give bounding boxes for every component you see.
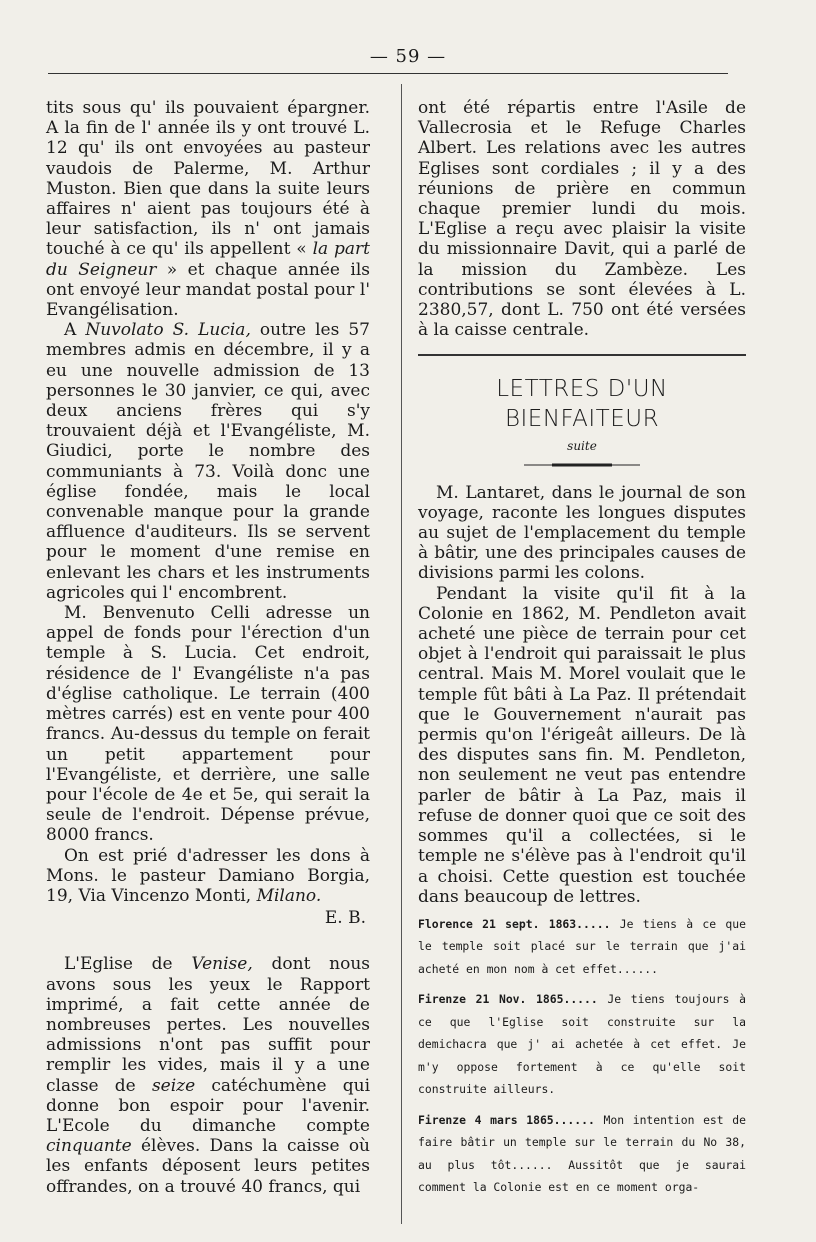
paragraph-left-1: tits sous qu' ils pouvaient épargner. A la fin de l' année ils y ont trouvé L. 12 qu' ils ont envoyées au pasteur vaudois de Palerme, M. Arthur Muston. Bien que dans la suite leurs affaires n' aient pas toujours été à leur satisfaction, ils n' ont jamais touché à ce qu' ils appellent « la part du Seigneur » et chaque année ils ont envoyé leur mandat postal pour l' Evangélisation. xyxy=(46,98,371,321)
letter-excerpt: Firenze 4 mars 1865...... Mon intention est de faire bâtir un temple sur le terrain du No 38, au plus tôt...... Aussitôt que je saurai comment la Colonie est en ce moment orga- xyxy=(418,1112,747,1195)
column-divider xyxy=(401,84,402,1224)
letter-excerpt: Florence 21 sept. 1863..... Je tiens à ce que le temple soit placé sur le terrain que j'ai acheté en mon nom à cet effet...... xyxy=(418,916,746,976)
letters-excerpts xyxy=(418,913,746,1199)
header-rule xyxy=(48,73,728,74)
paragraph-left-5: L'Eglise de Venise, dont nous avons sous les yeux le Rapport imprimé, a fait cette année de nombreuses pertes. Les nouvelles admissions n'ont pas suffit pour remplir les vides, mais il y a une classe de seize catéchumène qui donne bon espoir pour l'avenir. L'Ecole du dimanche compte cinquante élèves. Dans la caisse où les enfants déposent leurs petites offrandes, on a trouvé 40 francs, qui xyxy=(46,954,371,1197)
paragraph-right-3: Pendant la visite qu'il fit à la Colonie en 1862, M. Pendleton avait acheté une pièce de terrain pour cet objet à l'endroit qui paraissait le plus central. Mais M. Morel voulait que le temple fût bâti à La Paz. Il prétendait que le Gouvernement n'aurait pas permis qu'on l'érigeât ailleurs. De là des disputes sans fin. M. Pendleton, non seulement ne veut pas entendre parler de bâtir à La Paz, mais il refuse de donner quoi que ce soit des sommes qu'il a collectées, si le temple ne s'élève pas à l'endroit qu'il a choisi. Cette question est touchée dans beaucoup de lettres. xyxy=(418,583,746,907)
paragraph-right-2: M. Lantaret, dans le journal de son voyage, raconte les longues disputes au sujet de l'emplacement du temple à bâtir, une des principales causes de divisions parmi les colons. xyxy=(418,482,746,584)
right-column xyxy=(418,98,746,1207)
paragraph-right-1: ont été répartis entre l'Asile de Vallecrosia et le Refuge Charles Albert. Les relations avec les autres Eglises sont cordiales ; il y a des réunions de prière en commun chaque premier lundi du mois. L'Eglise a reçu avec plaisir la visite du missionnaire Davit, qui a parlé de la mission du Zambèze. Les contributions se sont élevées à L. 2380,57, dont L. 750 ont été versées à la caisse centrale. xyxy=(418,98,746,341)
paragraph-left-2: A Nuvolato S. Lucia, outre les 57 membres admis en décembre, il y a eu une nouvelle admission de 13 personnes le 30 janvier, ce qui, avec deux anciens frères qui s'y trouvaient déjà et l'Evangéliste, M. Giudici, porte le nombre des communiants à 73. Voilà donc une église fondée, mais le local convenable manque pour la grande affluence d'auditeurs. Ils se servent pour le moment d'une remise en enlevant les chars et les instruments agricoles qui l' encombrent. xyxy=(46,320,370,603)
signature: E. B. xyxy=(324,908,366,929)
ornament-divider xyxy=(522,461,642,469)
left-column xyxy=(46,98,370,1197)
paragraph-left-4: On est prié d'adresser les dons à Mons. le pasteur Damiano Borgia, 19, Via Vincenzo Monti, Milano. xyxy=(46,845,370,906)
letter-excerpt: Firenze 21 Nov. 1865..... Je tiens toujours à ce que l'Eglise soit construite sur la demichacra que j' ai achetée à cet effet. Je m'y oppose fortement à ce qu'elle soit construite ailleurs. xyxy=(418,992,746,1097)
paragraph-left-3: M. Benvenuto Celli adresse un appel de fonds pour l'érection d'un temple à S. Lucia. Cet endroit, résidence de l' Evangéliste n'a pas d'église catholique. Le terrain (400 mètres carrés) est en vente pour 400 francs. Au-dessus du temple on ferait un petit appartement pour l'Evangéliste, et derrière, une salle pour l'école de 4e et 5e, qui serait la seule de l'endroit. Dépense prévue, 8000 francs. xyxy=(46,603,370,846)
section-rule xyxy=(418,354,746,356)
section-subtitle: suite xyxy=(567,439,597,454)
section-title: LETTRES D'UN BIENFAITEUR xyxy=(496,376,668,433)
page-number: — 59 — xyxy=(369,46,447,67)
